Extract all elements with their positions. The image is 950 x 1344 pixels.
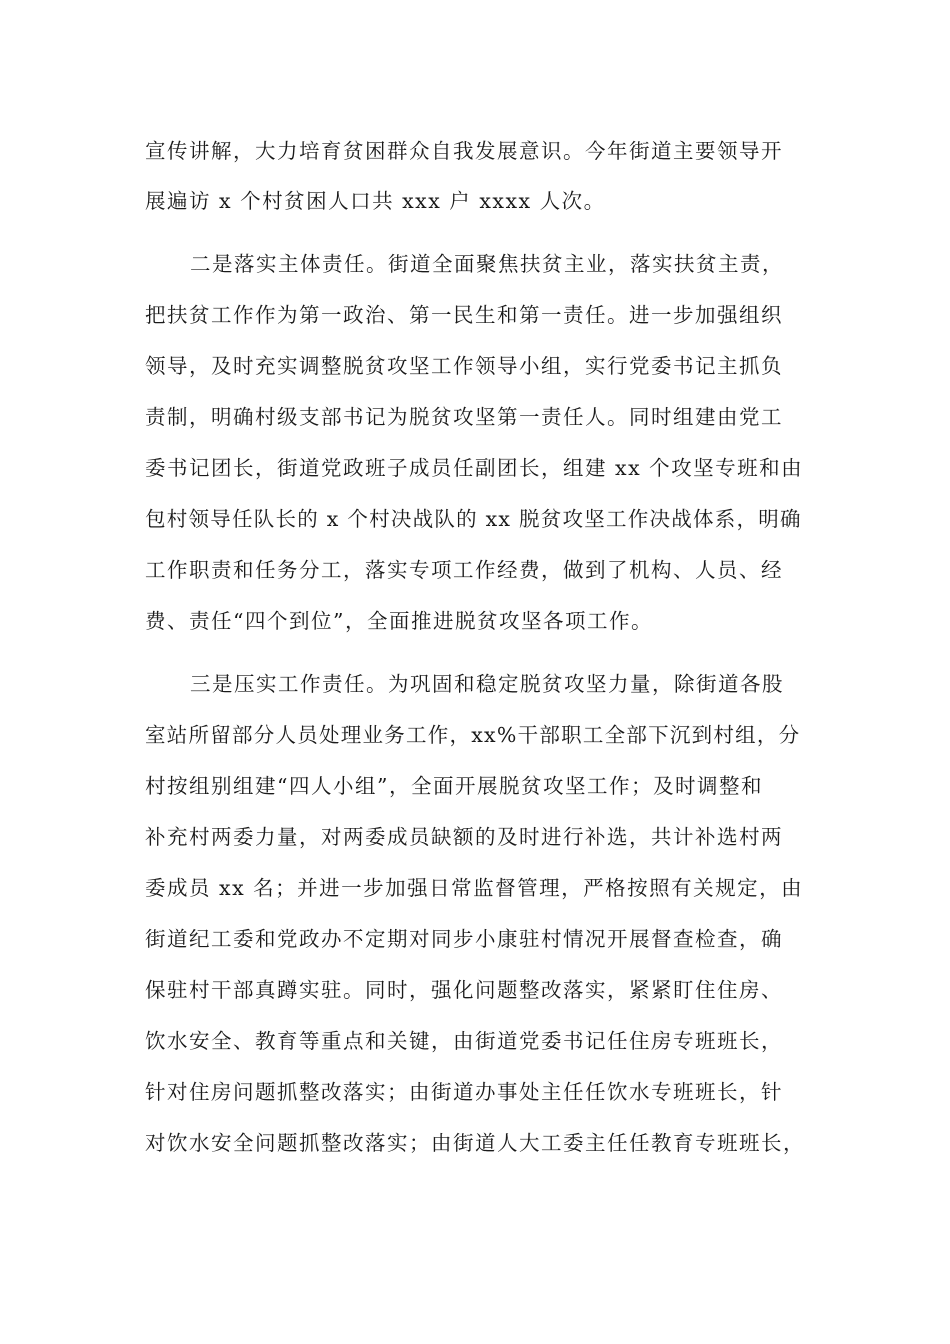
- paragraph-line: 领导，及时充实调整脱贫攻坚工作领导小组，实行党委书记主抓负: [145, 354, 783, 378]
- paragraph-line: 委成员 xx 名；并进一步加强日常监督管理，严格按照有关规定，由: [145, 876, 804, 900]
- paragraph-line: 街道纪工委和党政办不定期对同步小康驻村情况开展督查检查，确: [145, 927, 783, 951]
- paragraph-line: 饮水安全、教育等重点和关键，由街道党委书记任住房专班班长，: [145, 1029, 783, 1053]
- paragraph-line: 工作职责和任务分工，落实专项工作经费，做到了机构、人员、经: [145, 558, 783, 582]
- paragraph-line: 包村领导任队长的 x 个村决战队的 xx 脱贫攻坚工作决战体系，明确: [145, 507, 802, 531]
- paragraph-line: 针对住房问题抓整改落实；由街道办事处主任任饮水专班班长，针: [145, 1080, 783, 1104]
- paragraph-line: 宣传讲解，大力培育贫困群众自我发展意识。今年街道主要领导开: [145, 139, 783, 163]
- paragraph-line: 保驻村干部真蹲实驻。同时，强化问题整改落实，紧紧盯住住房、: [145, 978, 783, 1002]
- paragraph-line: 费、责任“四个到位”，全面推进脱贫攻坚各项工作。: [145, 609, 653, 633]
- paragraph-line: 室站所留部分人员处理业务工作，xx%干部职工全部下沉到村组，分: [145, 723, 801, 747]
- paragraph-line: 补充村两委力量，对两委成员缺额的及时进行补选，共计补选村两: [145, 825, 783, 849]
- paragraph-line: 对饮水安全问题抓整改落实；由街道人大工委主任任教育专班班长，: [145, 1131, 805, 1155]
- paragraph-line: 村按组别组建“四人小组”，全面开展脱贫攻坚工作；及时调整和: [145, 774, 763, 798]
- paragraph-line: 委书记团长，街道党政班子成员任副团长，组建 xx 个攻坚专班和由: [145, 456, 804, 480]
- paragraph-line: 三是压实工作责任。为巩固和稳定脱贫攻坚力量，除街道各股: [190, 672, 784, 696]
- paragraph-line: 二是落实主体责任。街道全面聚焦扶贫主业，落实扶贫主责，: [190, 252, 784, 276]
- paragraph-line: 展遍访 x 个村贫困人口共 xxx 户 xxxx 人次。: [145, 189, 606, 213]
- paragraph-line: 把扶贫工作作为第一政治、第一民生和第一责任。进一步加强组织: [145, 303, 783, 327]
- paragraph-line: 责制，明确村级支部书记为脱贫攻坚第一责任人。同时组建由党工: [145, 405, 783, 429]
